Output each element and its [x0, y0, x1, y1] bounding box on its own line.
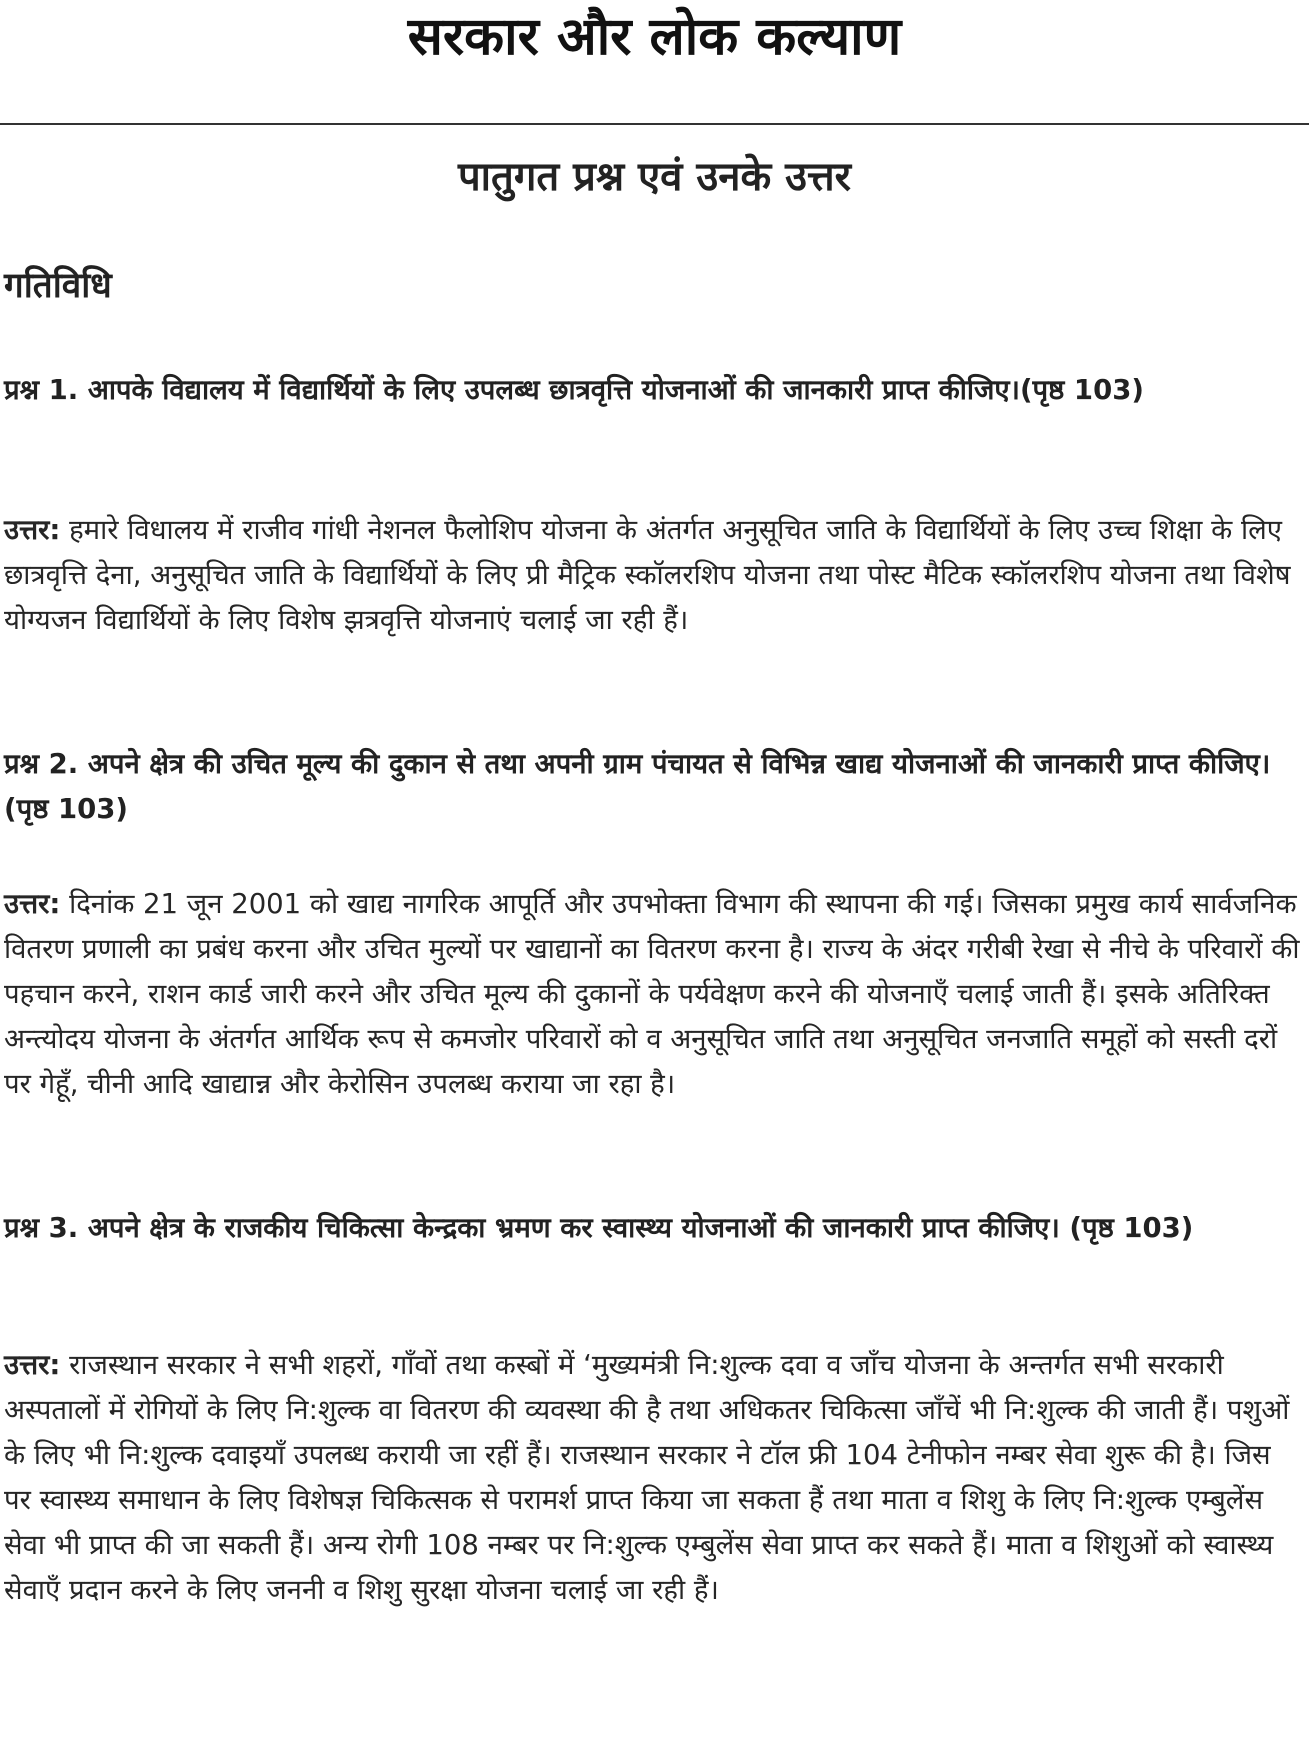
question-3: प्रश्न 3. अपने क्षेत्र के राजकीय चिकित्सा केन्द्रका भ्रमण कर स्वास्थ्य योजनाओं की जानकारी प्राप्त कीजिए। (पृष्ठ 103) — [4, 1212, 1194, 1244]
answer-3 — [4, 1343, 1300, 1613]
answer-2 — [4, 882, 1300, 1107]
title-divider — [0, 123, 1309, 125]
answer-1 — [4, 508, 1300, 643]
answer-1-text: हमारे विधालय में राजीव गांधी नेशनल फैलोशिप योजना के अंतर्गत अनुसूचित जाति के विद्यार्थियों के लिए उच्च शिक्षा के लिए छात्रवृत्ति देना, अनुसूचित जाति के विद्यार्थियों के लिए प्री मैट्रिक स्कॉलरशिप योजना तथा पोस्ट मैटिक स्कॉलरशिप योजना तथा विशेष योग्यजन विद्यार्थियों के लिए विशेष झत्रवृत्ति योजनाएं चलाई जा रही हैं। — [4, 514, 1291, 636]
section-heading: गतिविधि — [4, 266, 112, 306]
question-1: प्रश्न 1. आपके विद्यालय में विद्यार्थियों के लिए उपलब्ध छात्रवृत्ति योजनाओं की जानकारी प्राप्त कीजिए।(पृष्ठ 103) — [4, 374, 1144, 406]
answer-label: उत्तर: — [4, 1349, 61, 1381]
page-subtitle: पातुगत प्रश्न एवं उनके उत्तर — [457, 154, 852, 200]
answer-2-text: दिनांक 21 जून 2001 को खाद्य नागरिक आपूर्ति और उपभोक्ता विभाग की स्थापना की गई। जिसका प्रमुख कार्य सार्वजनिक वितरण प्रणाली का प्रबंध करना और उचित मुल्यों पर खाद्यानों का वितरण करना है। राज्य के अंदर गरीबी रेखा से नीचे के परिवारों की पहचान करने, राशन कार्ड जारी करने और उचित मूल्य की दुकानों के पर्यवेक्षण करने की योजनाएँ चलाई जाती हैं। इसके अतिरिक्त अन्त्योदय योजना के अंतर्गत आर्थिक रूप से कमजोर परिवारों को व अनुसूचित जाति तथा अनुसूचित जनजाति समूहों को सस्ती दरों पर गेहूँ, चीनी आदि खाद्यान्न और केरोसिन उपलब्ध कराया जा रहा है। — [4, 888, 1300, 1100]
answer-label: उत्तर: — [4, 514, 61, 546]
question-2: प्रश्न 2. अपने क्षेत्र की उचित मूल्य की दुकान से तथा अपनी ग्राम पंचायत से विभिन्न खाद्य योजनाओं की जानकारी प्राप्त कीजिए। (पृष्ठ 103) — [4, 748, 1271, 825]
answer-3-text: राजस्थान सरकार ने सभी शहरों, गाँवों तथा कस्बों में ‘मुख्यमंत्री नि:शुल्क दवा व जाँच योजना के अन्तर्गत सभी सरकारी अस्पतालों में रोगियों के लिए नि:शुल्क वा वितरण की व्यवस्था की है तथा अधिकतर चिकित्सा जाँचें भी नि:शुल्क की जाती हैं। पशुओं के लिए भी नि:शुल्क दवाइयाँ उपलब्ध करायी जा रहीं हैं। राजस्थान सरकार ने टॉल फ्री 104 टेनीफोन नम्बर सेवा शुरू की है। जिस पर स्वास्थ्य समाधान के लिए विशेषज्ञ चिकित्सक से परामर्श प्राप्त किया जा सकता हैं तथा माता व शिशु के लिए नि:शुल्क एम्बुलेंस सेवा भी प्राप्त की जा सकती हैं। अन्य रोगी 108 नम्बर पर नि:शुल्क एम्बुलेंस सेवा प्राप्त कर सकते हैं। माता व शिशुओं को स्वास्थ्य सेवाएँ प्रदान करने के लिए जननी व शिशु सुरक्षा योजना चलाई जा रही हैं। — [4, 1349, 1290, 1606]
page-title: सरकार और लोक कल्याण — [407, 7, 902, 67]
answer-label: उत्तर: — [4, 888, 61, 920]
